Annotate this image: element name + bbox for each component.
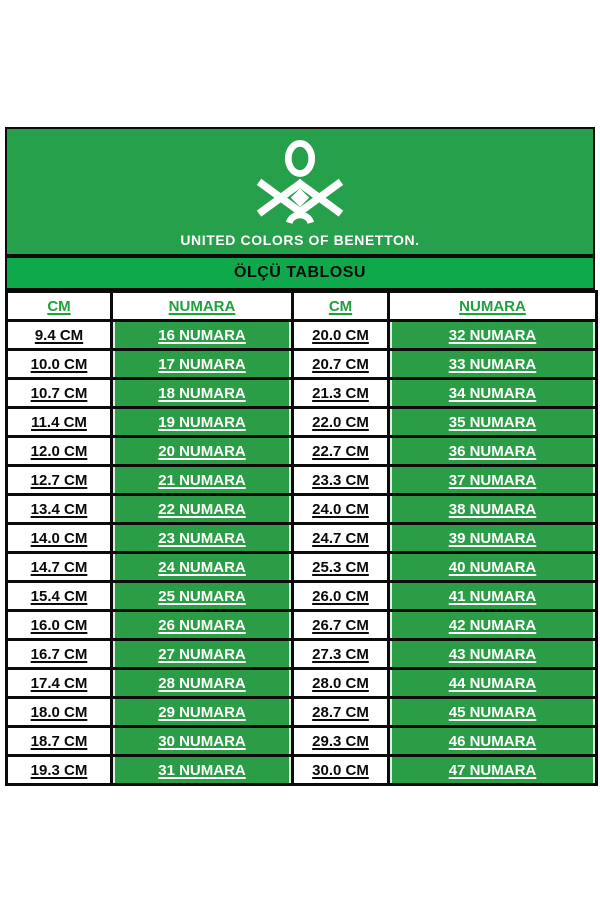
- cm-cell: 21.3 CM: [293, 379, 389, 408]
- cm-cell: 14.0 CM: [7, 524, 112, 553]
- numara-cell: 29 NUMARA: [112, 698, 293, 727]
- cm-cell: 29.3 CM: [293, 727, 389, 756]
- cm-cell: 12.0 CM: [7, 437, 112, 466]
- numara-cell: 30 NUMARA: [112, 727, 293, 756]
- cm-cell: 25.3 CM: [293, 553, 389, 582]
- numara-cell: 21 NUMARA: [112, 466, 293, 495]
- cm-cell: 22.0 CM: [293, 408, 389, 437]
- table-header-row: [7, 292, 597, 321]
- brand-wordmark: UNITED COLORS OF BENETTON.: [180, 232, 420, 248]
- cm-cell: 13.4 CM: [7, 495, 112, 524]
- numara-cell: 18 NUMARA: [112, 379, 293, 408]
- header-cm-left: CM: [7, 292, 112, 321]
- cm-cell: 16.7 CM: [7, 640, 112, 669]
- numara-cell: 37 NUMARA: [389, 466, 597, 495]
- numara-cell: 20 NUMARA: [112, 437, 293, 466]
- cm-cell: 30.0 CM: [293, 756, 389, 785]
- cm-cell: 23.3 CM: [293, 466, 389, 495]
- table-row: [7, 408, 597, 437]
- size-table: [5, 290, 598, 786]
- table-row: [7, 437, 597, 466]
- cm-cell: 18.0 CM: [7, 698, 112, 727]
- numara-cell: 25 NUMARA: [112, 582, 293, 611]
- table-row: [7, 611, 597, 640]
- cm-cell: 16.0 CM: [7, 611, 112, 640]
- numara-cell: 40 NUMARA: [389, 553, 597, 582]
- numara-cell: 26 NUMARA: [112, 611, 293, 640]
- brand-banner: [5, 127, 595, 256]
- table-title: ÖLÇÜ TABLOSU: [234, 264, 366, 281]
- cm-cell: 22.7 CM: [293, 437, 389, 466]
- table-row: [7, 524, 597, 553]
- numara-cell: 42 NUMARA: [389, 611, 597, 640]
- numara-cell: 38 NUMARA: [389, 495, 597, 524]
- table-title-band: [5, 256, 595, 290]
- cm-cell: 20.7 CM: [293, 350, 389, 379]
- numara-cell: 36 NUMARA: [389, 437, 597, 466]
- numara-cell: 43 NUMARA: [389, 640, 597, 669]
- cm-cell: 15.4 CM: [7, 582, 112, 611]
- cm-cell: 18.7 CM: [7, 727, 112, 756]
- numara-cell: 28 NUMARA: [112, 669, 293, 698]
- header-numara-left: NUMARA: [112, 292, 293, 321]
- cm-cell: 11.4 CM: [7, 408, 112, 437]
- numara-cell: 34 NUMARA: [389, 379, 597, 408]
- numara-cell: 47 NUMARA: [389, 756, 597, 785]
- cm-cell: 27.3 CM: [293, 640, 389, 669]
- table-row: [7, 553, 597, 582]
- cm-cell: 10.0 CM: [7, 350, 112, 379]
- numara-cell: 41 NUMARA: [389, 582, 597, 611]
- cm-cell: 20.0 CM: [293, 321, 389, 350]
- table-row: [7, 698, 597, 727]
- numara-cell: 23 NUMARA: [112, 524, 293, 553]
- numara-cell: 27 NUMARA: [112, 640, 293, 669]
- size-chart-content: [5, 127, 595, 786]
- cm-cell: 24.0 CM: [293, 495, 389, 524]
- header-cm-right: CM: [293, 292, 389, 321]
- size-table-body: [7, 321, 597, 785]
- numara-cell: 33 NUMARA: [389, 350, 597, 379]
- cm-cell: 19.3 CM: [7, 756, 112, 785]
- numara-cell: 32 NUMARA: [389, 321, 597, 350]
- cm-cell: 28.7 CM: [293, 698, 389, 727]
- numara-cell: 17 NUMARA: [112, 350, 293, 379]
- table-row: [7, 582, 597, 611]
- numara-cell: 31 NUMARA: [112, 756, 293, 785]
- table-row: [7, 321, 597, 350]
- numara-cell: 22 NUMARA: [112, 495, 293, 524]
- table-row: [7, 495, 597, 524]
- table-row: [7, 756, 597, 785]
- numara-cell: 16 NUMARA: [112, 321, 293, 350]
- numara-cell: 44 NUMARA: [389, 669, 597, 698]
- table-row: [7, 379, 597, 408]
- numara-cell: 35 NUMARA: [389, 408, 597, 437]
- table-row: [7, 669, 597, 698]
- table-row: [7, 640, 597, 669]
- cm-cell: 12.7 CM: [7, 466, 112, 495]
- cm-cell: 26.7 CM: [293, 611, 389, 640]
- cm-cell: 17.4 CM: [7, 669, 112, 698]
- numara-cell: 24 NUMARA: [112, 553, 293, 582]
- numara-cell: 45 NUMARA: [389, 698, 597, 727]
- numara-cell: 19 NUMARA: [112, 408, 293, 437]
- cm-cell: 9.4 CM: [7, 321, 112, 350]
- cm-cell: 24.7 CM: [293, 524, 389, 553]
- header-numara-right: NUMARA: [389, 292, 597, 321]
- table-row: [7, 727, 597, 756]
- cm-cell: 26.0 CM: [293, 582, 389, 611]
- cm-cell: 10.7 CM: [7, 379, 112, 408]
- numara-cell: 39 NUMARA: [389, 524, 597, 553]
- table-row: [7, 350, 597, 379]
- numara-cell: 46 NUMARA: [389, 727, 597, 756]
- benetton-knot-icon: [254, 138, 346, 224]
- table-row: [7, 466, 597, 495]
- cm-cell: 14.7 CM: [7, 553, 112, 582]
- cm-cell: 28.0 CM: [293, 669, 389, 698]
